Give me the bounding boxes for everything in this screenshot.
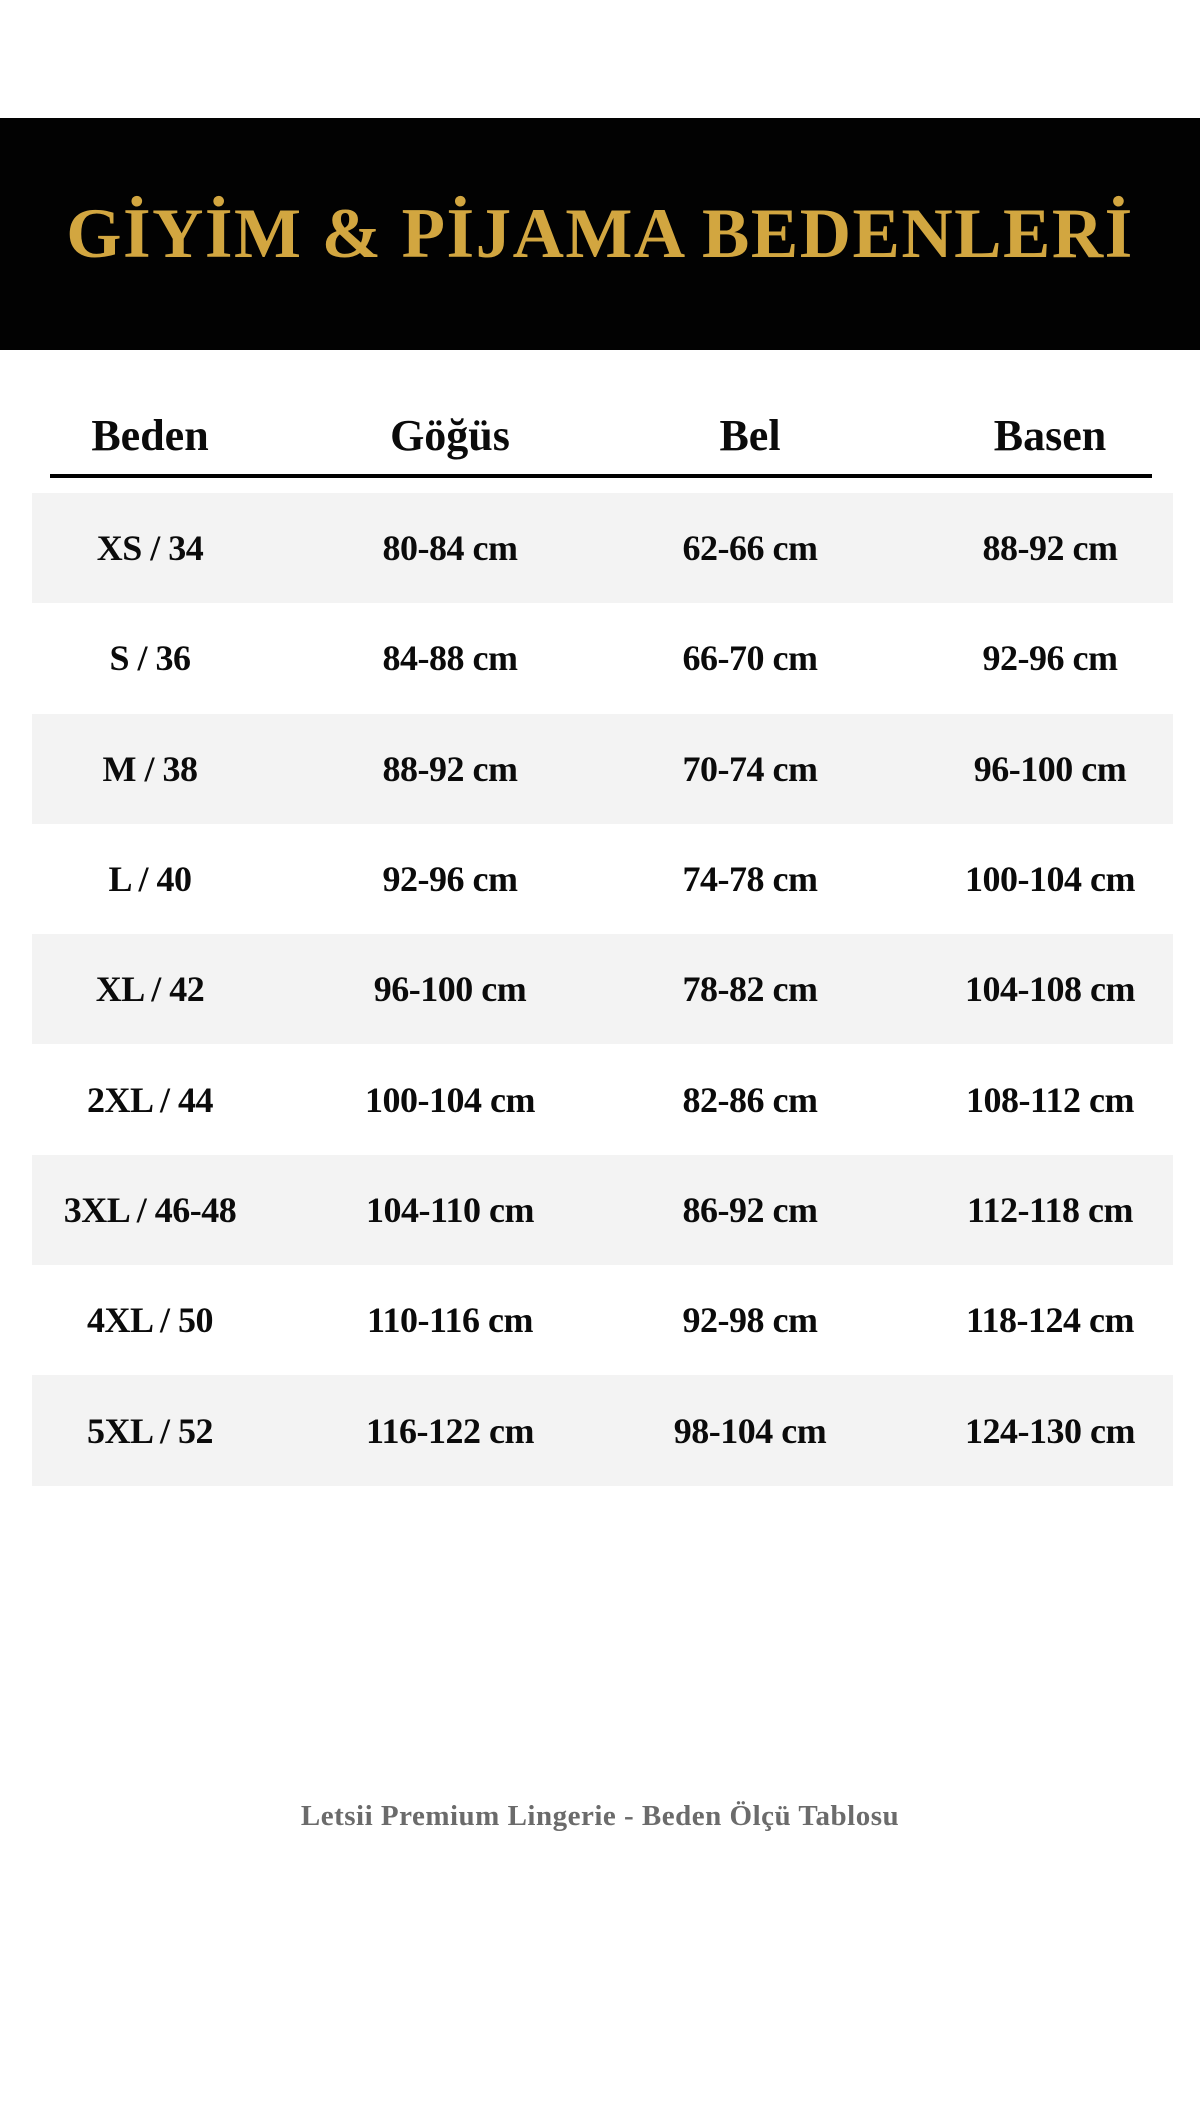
- table-body: [0, 493, 1200, 1486]
- cell-beden: XL / 42: [95, 969, 205, 1010]
- column-header-gogus: Göğüs: [390, 411, 510, 460]
- page-title: GİYİM & PİJAMA BEDENLERİ: [66, 194, 1134, 273]
- cell-gogus: 110-116 cm: [367, 1300, 533, 1341]
- column-header-basen: Basen: [993, 411, 1107, 460]
- cell-basen: 112-118 cm: [967, 1189, 1133, 1230]
- cell-beden: 4XL / 50: [86, 1300, 214, 1341]
- page: [0, 118, 1200, 2118]
- table-row: [0, 1155, 1200, 1265]
- cell-gogus: 84-88 cm: [382, 638, 518, 679]
- cell-beden: S / 36: [109, 638, 191, 679]
- cell-basen: 96-100 cm: [973, 748, 1127, 789]
- cell-bel: 92-98 cm: [682, 1300, 818, 1341]
- table-row: [0, 493, 1200, 603]
- cell-bel: 82-86 cm: [682, 1079, 818, 1120]
- size-table: [0, 411, 1200, 1486]
- cell-bel: 70-74 cm: [682, 748, 818, 789]
- cell-basen: 100-104 cm: [965, 859, 1135, 900]
- cell-gogus: 96-100 cm: [373, 969, 527, 1010]
- cell-beden: L / 40: [108, 859, 192, 900]
- cell-gogus: 104-110 cm: [366, 1189, 534, 1230]
- cell-gogus: 88-92 cm: [382, 748, 518, 789]
- table-row: [0, 1265, 1200, 1375]
- cell-gogus: 100-104 cm: [365, 1079, 535, 1120]
- cell-basen: 88-92 cm: [982, 528, 1118, 569]
- table-row: [0, 714, 1200, 824]
- table-row: [0, 1044, 1200, 1154]
- footer-caption: Letsii Premium Lingerie - Beden Ölçü Tablosu: [300, 1799, 900, 1832]
- table-row: [0, 824, 1200, 934]
- cell-bel: 74-78 cm: [682, 859, 818, 900]
- cell-beden: XS / 34: [96, 528, 204, 569]
- table-row: [0, 1375, 1200, 1485]
- cell-basen: 124-130 cm: [965, 1410, 1135, 1451]
- cell-basen: 92-96 cm: [982, 638, 1118, 679]
- cell-bel: 78-82 cm: [682, 969, 818, 1010]
- cell-beden: 5XL / 52: [86, 1410, 214, 1451]
- cell-bel: 98-104 cm: [673, 1410, 827, 1451]
- table-row: [0, 603, 1200, 713]
- cell-gogus: 80-84 cm: [382, 528, 518, 569]
- cell-basen: 108-112 cm: [966, 1079, 1134, 1120]
- column-header-beden: Beden: [91, 411, 209, 460]
- cell-beden: 2XL / 44: [86, 1079, 214, 1120]
- header-divider: [50, 474, 1152, 478]
- cell-beden: M / 38: [102, 748, 198, 789]
- column-header-bel: Bel: [719, 411, 781, 460]
- cell-basen: 118-124 cm: [966, 1300, 1134, 1341]
- cell-gogus: 92-96 cm: [382, 859, 518, 900]
- cell-beden: 3XL / 46-48: [63, 1189, 237, 1230]
- cell-bel: 86-92 cm: [682, 1189, 818, 1230]
- cell-bel: 66-70 cm: [682, 638, 818, 679]
- cell-gogus: 116-122 cm: [366, 1410, 534, 1451]
- cell-bel: 62-66 cm: [682, 528, 818, 569]
- title-banner: [0, 118, 1200, 350]
- table-row: [0, 934, 1200, 1044]
- cell-basen: 104-108 cm: [965, 969, 1135, 1010]
- table-header-row: [0, 411, 1200, 460]
